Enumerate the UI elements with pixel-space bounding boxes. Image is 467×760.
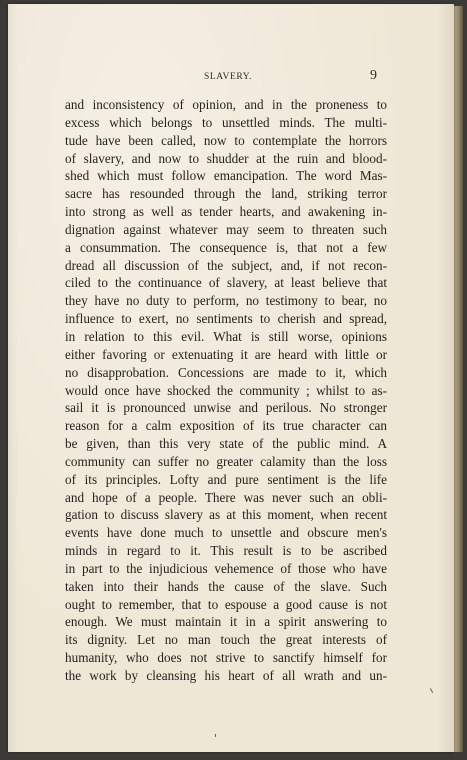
text-line: they have no duty to perform, no testimony to bear, no <box>65 293 387 309</box>
text-line: events have done much to unsettle and obscure men's <box>65 525 387 541</box>
text-line: and inconsistency of opinion, and in the proneness to <box>65 97 387 112</box>
text-line: gation to discuss slavery as at this moment, when recent <box>65 507 387 523</box>
text-line: reason for a calm exposition of its true character can <box>65 418 387 434</box>
text-line: shed which must follow emancipation. The word Mas- <box>65 168 387 184</box>
text-line: in relation to this evil. What is still worse, opinions <box>65 328 387 344</box>
paper-speck <box>215 734 216 737</box>
body-text <box>65 96 387 685</box>
text-line: community can suffer no greater calamity than the loss <box>65 453 387 469</box>
text-line: would once have shocked the community ; whilst to as- <box>65 382 387 398</box>
page <box>8 4 454 752</box>
text-line: be given, than this very state of the public mind. A <box>65 436 387 452</box>
text-line: either favoring or extenuating it are heard with little or <box>65 346 387 362</box>
running-head: SLAVERY. <box>204 72 253 82</box>
text-line: dread all discussion of the subject, and, if not recon- <box>65 257 387 273</box>
text-line: a consummation. The consequence is, that not a few <box>65 239 387 255</box>
text-line: the work by cleansing his heart of all wrath and un- <box>65 668 387 683</box>
text-line: ought to remember, that to espouse a good cause is not <box>65 596 387 612</box>
page-number: 9 <box>370 68 377 83</box>
page-header <box>8 70 454 86</box>
text-line: its dignity. Let no man touch the great interests of <box>65 632 387 648</box>
text-line: excess which belongs to unsettled minds. The multi- <box>65 114 387 130</box>
text-line: enough. We must maintain it in a spirit answering to <box>65 614 387 630</box>
paper-speck <box>430 688 433 693</box>
text-line: into strong as well as tender hearts, and awakening in- <box>65 204 387 220</box>
text-line: and hope of a people. There was never such an obli- <box>65 489 387 505</box>
text-line: ciled to the continuance of slavery, at least believe that <box>65 275 387 291</box>
text-line: tude have been called, now to contemplate the horrors <box>65 132 387 148</box>
text-line: minds in regard to it. This result is to be ascribed <box>65 543 387 559</box>
text-line: of its principles. Lofty and pure sentiment is the life <box>65 471 387 487</box>
page-edge <box>454 6 463 752</box>
text-line: sail it is pronounced unwise and perilous. No stronger <box>65 400 387 416</box>
text-line: dignation against whatever may seem to threaten such <box>65 221 387 237</box>
text-line: taken into their hands the cause of the slave. Such <box>65 578 387 594</box>
text-line: sacre has resounded through the land, striking terror <box>65 186 387 202</box>
text-line: no disapprobation. Concessions are made to it, which <box>65 364 387 380</box>
text-line: humanity, who does not strive to sanctify himself for <box>65 650 387 666</box>
text-line: in part to the injudicious vehemence of those who have <box>65 560 387 576</box>
text-line: of slavery, and now to shudder at the ruin and blood- <box>65 150 387 166</box>
text-line: influence to exert, no sentiments to cherish and spread, <box>65 311 387 327</box>
